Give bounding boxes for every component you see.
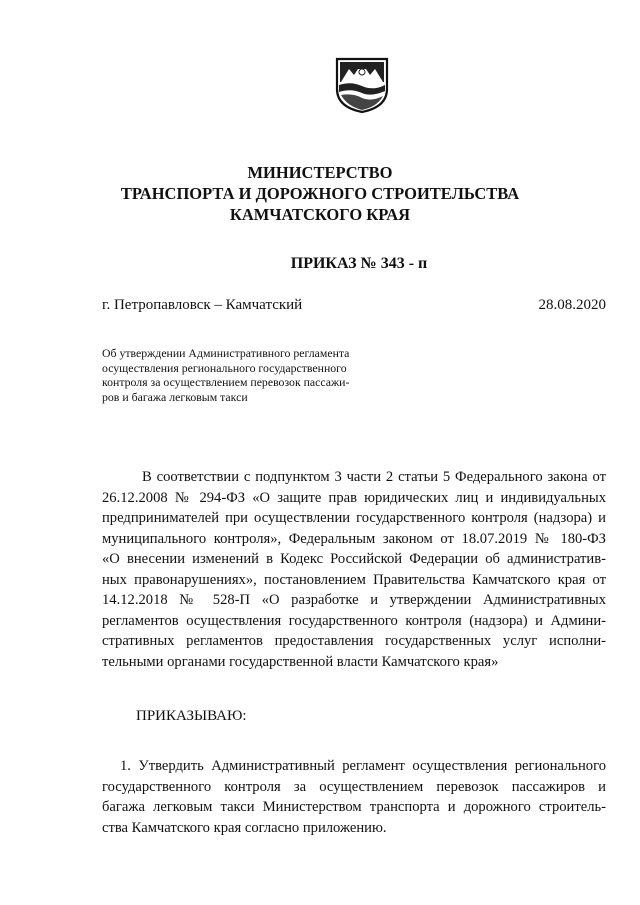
ministry-title-line1: МИНИСТЕРСТВО xyxy=(247,163,393,182)
ministry-title-line2: ТРАНСПОРТА И ДОРОЖНОГО СТРОИТЕЛЬСТВА xyxy=(120,184,520,203)
preamble-paragraph xyxy=(102,467,606,672)
preamble-line: тельными органами государственной власти Камчатского края» xyxy=(102,653,499,670)
subject-line: осуществления регионального государственного xyxy=(102,360,347,375)
preamble-line: ных правонарушениях», постановлением Правительства Камчатского края от xyxy=(102,571,606,588)
order-subject xyxy=(102,346,394,404)
preamble-line: муниципального контроля», Федеральным законом от 18.07.2019 № 180-ФЗ xyxy=(102,530,606,547)
item-1-paragraph xyxy=(102,756,606,838)
preamble-line: стративных регламентов предоставления государственных услуг исполни- xyxy=(102,633,606,649)
item-1-line: ства Камчатского края согласно приложению. xyxy=(102,819,387,836)
preamble-line: «О внесении изменений в Кодекс Российской Федерации об административ- xyxy=(102,551,606,567)
item-1-line: 1. Утвердить Административный регламент осуществления регионального xyxy=(120,758,606,774)
subject-line: контроля за осуществлением перевозок пассажи- xyxy=(102,375,350,389)
order-date: 28.08.2020 xyxy=(538,297,606,313)
preamble-line: 26.12.2008 № 294-ФЗ «О защите прав юридических лиц и индивидуальных xyxy=(102,489,606,506)
ministry-title-line3: КАМЧАТСКОГО КРАЯ xyxy=(229,205,411,224)
item-1-line: багажа легковым такси Министерством транспорта и дорожного строитель- xyxy=(102,799,606,815)
kamchatka-coat-of-arms-icon xyxy=(331,55,393,113)
preamble-line: В соответствии с подпунктом 3 части 2 статьи 5 Федерального закона от xyxy=(142,469,606,485)
subject-line: ров и багажа легковым такси xyxy=(102,389,248,404)
preamble-line: предпринимателей при осуществлении государственного контроля (надзора) и xyxy=(102,510,606,526)
subject-line: Об утверждении Административного регламента xyxy=(102,346,350,360)
city-line: г. Петропавловск – Камчатский xyxy=(102,297,303,313)
order-title: ПРИКАЗ № 343 - п xyxy=(290,255,428,272)
item-1-line: государственного контроля за осуществлением перевозок пассажиров и xyxy=(102,778,606,795)
preamble-line: 14.12.2018 № 528-П «О разработке и утверждении Административных xyxy=(102,592,606,608)
preamble-line: регламентов осуществления государственного контроля (надзора) и Админи- xyxy=(102,612,606,629)
decree-word: ПРИКАЗЫВАЮ: xyxy=(136,708,247,724)
